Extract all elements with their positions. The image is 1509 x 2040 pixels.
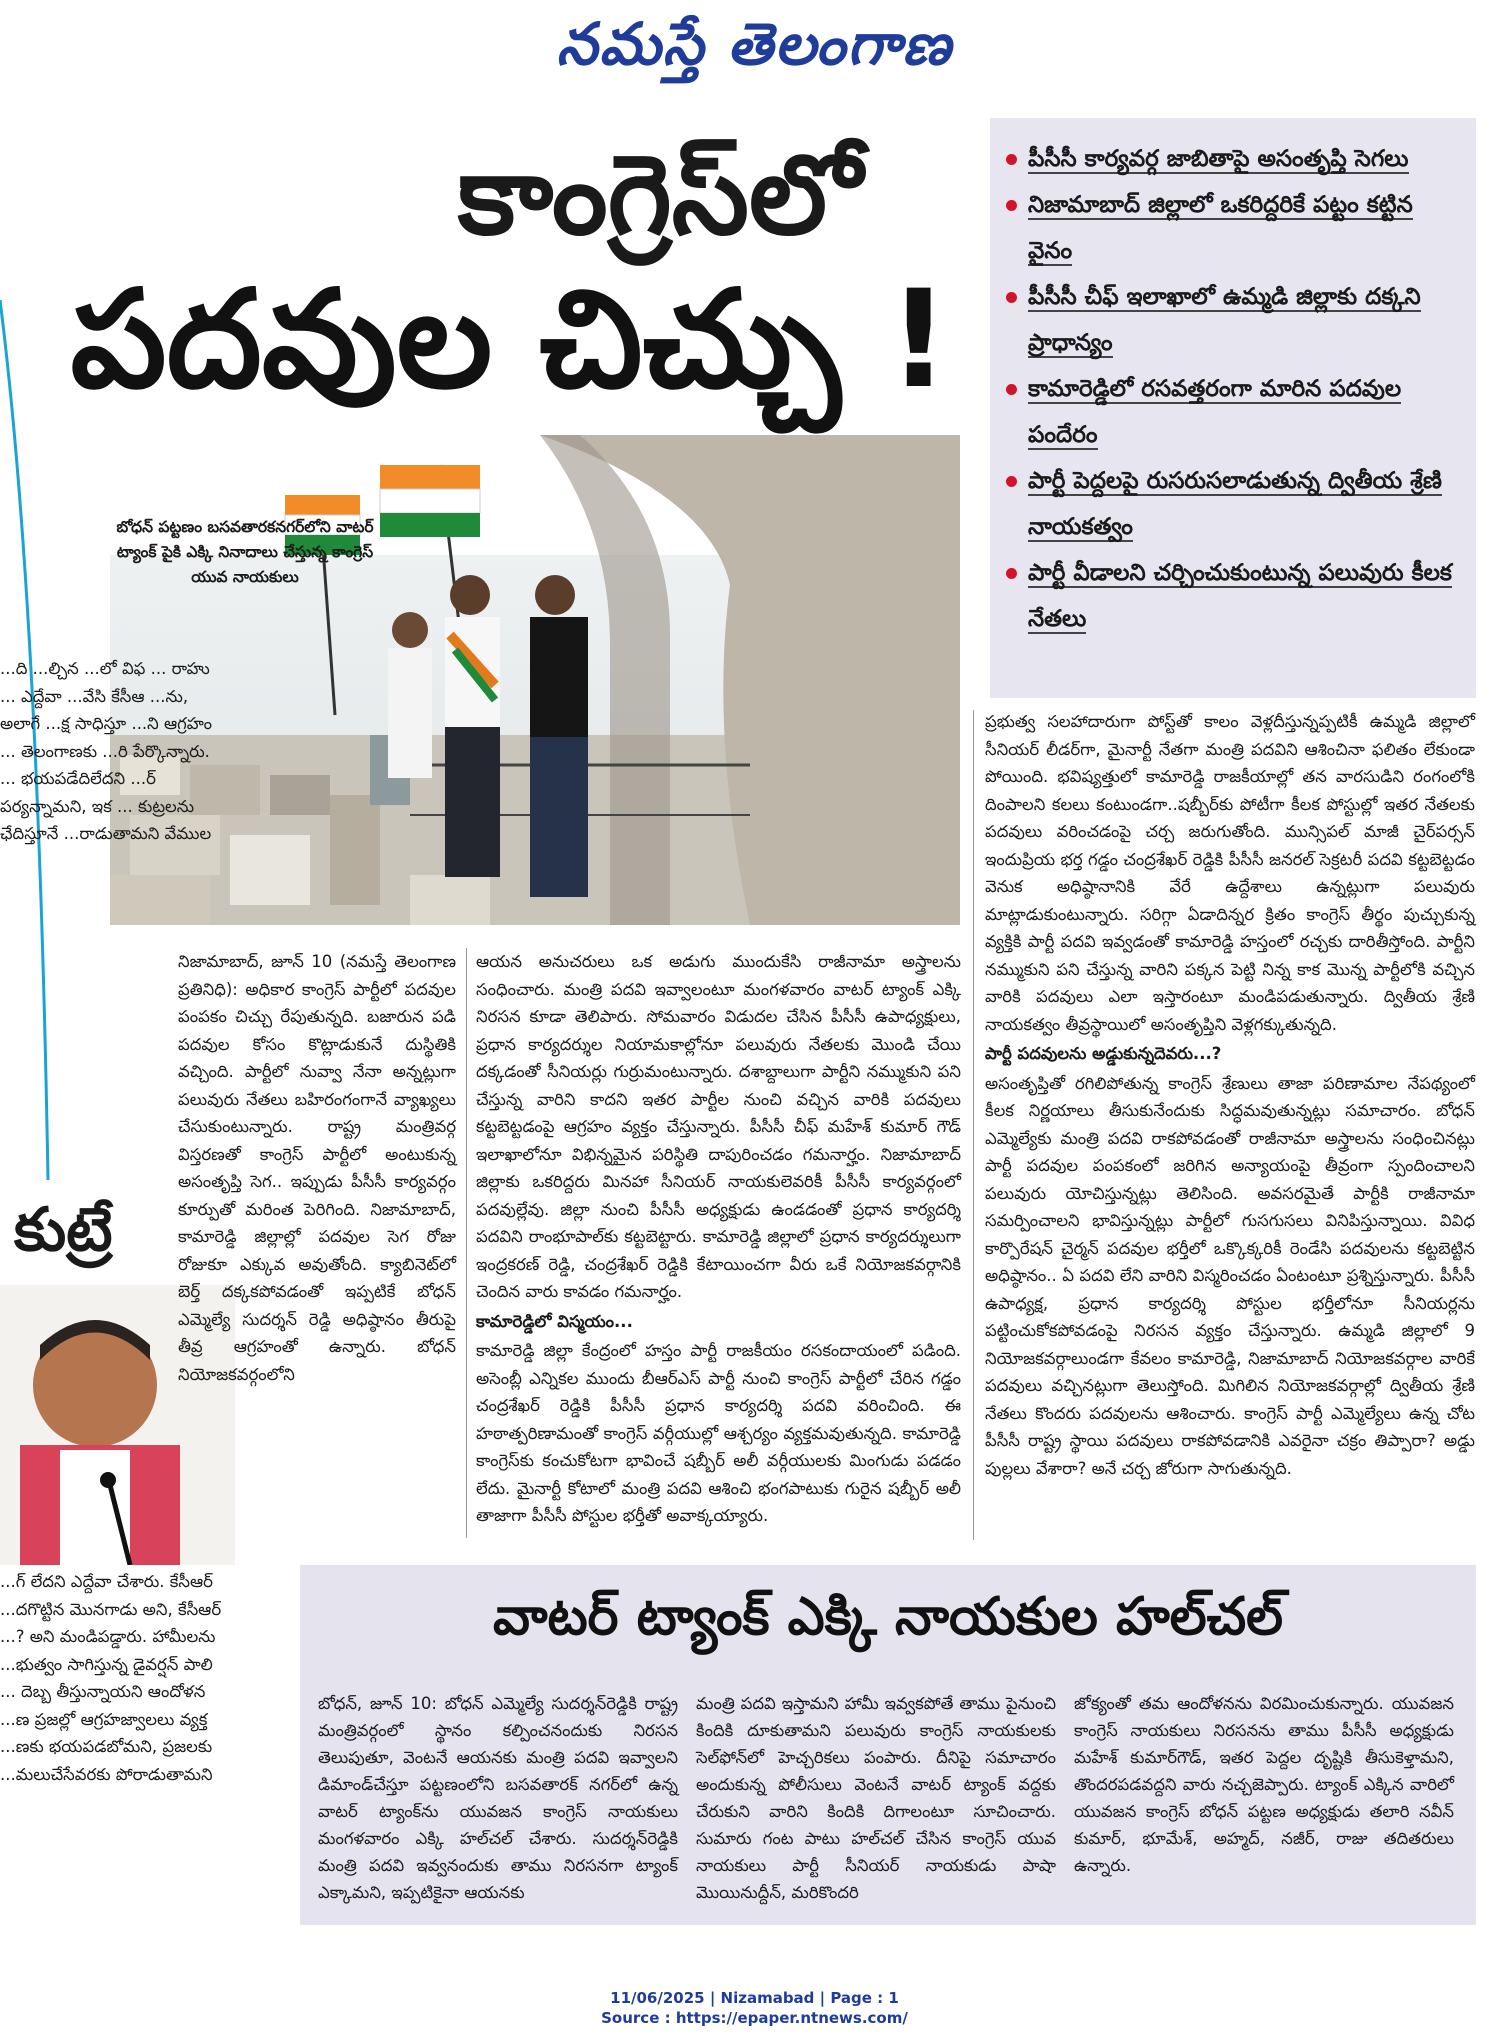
highlight-text: కామారెడ్డిలో రసవత్తరంగా మారిన పదవుల పందేరం xyxy=(1028,376,1402,448)
headline-line-1: కాంగ్రెస్‌లో xyxy=(457,131,863,259)
highlight-item xyxy=(1002,274,1464,366)
highlights-list xyxy=(990,118,1476,642)
article-paragraph: ప్రభుత్వ సలహాదారుగా పోస్ట్‌తో కాలం వెళ్లదీస్తున్నప్పటికీ ఉమ్మడి జిల్లాలో సీనియర్ లీడర్‌గా, మైనార్టీ నేతగా మంత్రి పదవిని ఆశించినా ఫలితం లేకుండా పోయింది. భవిష్యత్తులో కామారెడ్డి రాజకీయాల్లో తన వారసుడిని రంగంలోకి దింపాలని కలలు కంటుండగా..షబ్బీర్‌కు పోటీగా కీలక పోస్టుల్లో ఇతర నేతలకు పదవులు వరించడంపై చర్చ జరుగుతోంది. మున్సిపల్ మాజీ చైర్‌పర్సన్ ఇందుప్రియ భర్త గడ్డం చంద్రశేఖర్ రెడ్డికి పీసీసీ జనరల్ సెక్రటరీ పదవి కట్టబెట్టడం వెనుక అధిష్ఠానానికి వేరే ఉద్దేశాలు ఉన్నట్లుగా పలువురు మాట్లాడుకుంటున్నారు. సరిగ్గా ఏడాదిన్నర క్రితం కాంగ్రెస్ తీర్థం పుచ్చుకున్న వ్యక్తికి పార్టీ పదవి ఇవ్వడంతో కామారెడ్డి హస్తంలో రచ్చకు దారితీస్తోంది. పార్టీని నమ్ముకుని పని చేస్తున్న వారిని పక్కన పెట్టి నిన్న కాక మొన్న పార్టీలోకి వచ్చిన వారికి పదవులు ఎలా ఇస్తారంటూ మండిపడుతున్నారు. ద్వితీయ శ్రేణి నాయకత్వం తీవ్రస్థాయిలో అసంతృప్తిని వెళ్లగక్కుతున్నది. xyxy=(985,712,1475,1034)
highlight-item xyxy=(1002,458,1464,550)
highlight-item xyxy=(1002,136,1464,182)
highlight-text: పార్టీ వీడాలని చర్చించుకుంటున్న పలువురు కీలక నేతలు xyxy=(1028,560,1452,632)
page-footer xyxy=(0,1988,1509,2028)
highlight-text: పీసీసీ కార్యవర్గ జాబితాపై అసంతృప్తి సెగలు xyxy=(1028,146,1409,172)
footer-edition-line: 11/06/2025 | Nizamabad | Page : 1 xyxy=(610,1989,899,2007)
highlight-text: పీసీసీ చీఫ్ ఇలాఖాలో ఉమ్మడి జిల్లాకు దక్కని ప్రాధాన్యం xyxy=(1028,284,1421,356)
news-photo xyxy=(110,435,960,925)
highlight-text: పార్టీ పెద్దలపై రుసరుసలాడుతున్న ద్వితీయ శ్రేణి నాయకత్వం xyxy=(1028,468,1442,540)
subheading-kamareddy: కామారెడ్డిలో విస్మయం... xyxy=(476,1311,633,1331)
headline-line-2: పదవుల చిచ్చు ! xyxy=(70,261,950,418)
column-divider xyxy=(466,948,467,1538)
subheading-who-blocked: పార్టీ పదవులను అడ్డుకున్నదెవరు...? xyxy=(985,1044,1222,1063)
article-column-2 xyxy=(476,948,961,1530)
left-strip-text: ...ది ...ల్చిన ...లో విఫ ... రాహు ... ఎద్దేవా ...వేసి కేసీఆ ...ను, అలాగే ...క్ష సాధిస్తూ ...ని ఆగ్రహం ... తెలంగాణకు ...రి పేర్కొన్నారు. ... భయపడేదిలేదని ...ర్ పర్యన్నామని, ఇక ... కుట్రలను ఛేదిస్తూనే ...రాడుతామని వేముల xyxy=(0,659,213,843)
column-divider xyxy=(973,710,974,1540)
tank-story-title: వాటర్ ట్యాంక్ ఎక్కి నాయకుల హల్‌చల్ xyxy=(492,1587,1283,1647)
highlight-item xyxy=(1002,550,1464,642)
left-strip-heading: కుట్రే xyxy=(14,1195,113,1265)
article-paragraph: నిజామాబాద్, జూన్ 10 (నమస్తే తెలంగాణ ప్రతినిధి): అధికార కాంగ్రెస్ పార్టీలో పదవుల పంపకం చిచ్చు రేపుతున్నది. బజారున పడి పదవుల కోసం కొట్లాడుకునే దుస్థితికి వచ్చింది. పార్టీలో నువ్వా నేనా అన్నట్లుగా పలువురు నేతలు బహిరంగంగానే వ్యాఖ్యలు చేసుకుంటున్నారు. రాష్ట్ర మంత్రివర్గ విస్తరణతో కాంగ్రెస్ పార్టీలో అంటుకున్న అసంతృప్తి సెగ.. ఇప్పుడు పీసీసీ కార్యవర్గం కూర్పుతో మరింత పెరిగింది. నిజామాబాద్, కామారెడ్డి జిల్లాల్లో పదవుల సెగ రోజు రోజుకూ ఎక్కువ అవుతోంది. క్యాబినెట్‌లో బెర్త్ దక్కకపోవడంతో ఇప్పటికే బోధన్ ఎమ్మెల్యే సుదర్శన్ రెడ్డి అధిష్ఠానం తీరుపై తీవ్ర ఆగ్రహంతో ఉన్నారు. బోధన్ నియోజకవర్గంలోని xyxy=(178,952,456,1384)
photo-caption: బోధన్ పట్టణం బసవతారకనగర్‌లోని వాటర్ ట్యాంక్ పైకి ఎక్కి నినాదాలు చేస్తున్న కాంగ్రెస్ యువ నాయకులు xyxy=(116,518,374,586)
tank-story-column-1: బోధన్, జూన్ 10: బోధన్ ఎమ్మెల్యే సుదర్శన్‌రెడ్డికి రాష్ట్ర మంత్రివర్గంలో స్థానం కల్పించనందుకు నిరసన తెలుపుతూ, వెంటనే ఆయనకు మంత్రి పదవి ఇవ్వాలని డిమాండ్‌చేస్తూ పట్టణంలోని బసవతారక్ నగర్‌లో ఉన్న వాటర్ ట్యాంక్‌ను యువజన కాంగ్రెస్ నాయకులు మంగళవారం ఎక్కి హల్‌చల్ చేశారు. సుదర్శన్‌రెడ్డికి మంత్రి పదవి ఇవ్వనందుకు తాము నిరసనగా ట్యాంక్ ఎక్కామని, ఇప్పటికైనా ఆయనకు xyxy=(318,1694,678,1902)
highlight-item xyxy=(1002,366,1464,458)
article-paragraph: కామారెడ్డి జిల్లా కేంద్రంలో హస్తం పార్టీ రాజకీయం రసకందాయంలో పడింది. అసెంబ్లీ ఎన్నికల ముందు బీఆర్ఎస్ పార్టీ నుంచి కాంగ్రెస్ పార్టీలో చేరిన గడ్డం చంద్రశేఖర్ రెడ్డికి పీసీసీ ప్రధాన కార్యదర్శి పదవి వరించింది. ఈ హఠాత్పరిణామంతో కాంగ్రెస్ వర్గీయుల్లో ఆశ్చర్యం వ్యక్తమవుతున్నది. కామారెడ్డి కాంగ్రెస్‌కు కంచుకోటగా భావించే షబ్బీర్ అలీ వర్గీయులకు మింగుడు పడడం లేదు. మైనార్టీ కోటాలో మంత్రి పదవి ఆశించి భంగపాటుకు గురైన షబ్బీర్ అలీ తాజాగా పీసీసీ పోస్టుల భర్తీతో అవాక్కయ్యారు. xyxy=(476,1341,961,1525)
tank-story-column-2: మంత్రి పదవి ఇస్తామని హామీ ఇవ్వకపోతే తాము పైనుంచి కిందికి దూకుతామని పలువురు కాంగ్రెస్ నాయకులకు సెల్‌ఫోన్‌లో హెచ్చరికలు పంపారు. దీనిపై సమాచారం అందుకున్న పోలీసులు వెంటనే వాటర్ ట్యాంక్ వద్దకు చేరుకుని వారిని కిందికి దిగాలంటూ సూచించారు. సుమారు గంట పాటు హల్‌చల్ చేసిన కాంగ్రెస్ యువ నాయకులు పార్టీ సీనియర్ నాయకుడు పాషా మొయినుద్దీన్, మరికొందరి xyxy=(696,1694,1056,1902)
tank-story-column-3: జోక్యంతో తమ ఆందోళనను విరమించుకున్నారు. యువజన కాంగ్రెస్ నాయకులు నిరసనను తాము పీసీసీ అధ్యక్షుడు మహేశ్ కుమార్‌గౌడ్, ఇతర పెద్దల దృష్టికి తీసుకెళ్తామని, తొందరపడవద్దని వారు నచ్చజెప్పారు. ట్యాంక్ ఎక్కిన వారిలో యువజన కాంగ్రెస్ బోధన్ పట్టణ అధ్యక్షుడు తలారి నవీన్ కుమార్, భూమేశ్, అహ్మద్, నజీర్, రాజు తదితరులు ఉన్నారు. xyxy=(1074,1694,1454,1875)
article-column-3 xyxy=(985,708,1475,1482)
footer-source-link[interactable]: Source : https://epaper.ntnews.com/ xyxy=(601,2009,908,2027)
highlight-item xyxy=(1002,182,1464,274)
article-paragraph: అసంతృప్తితో రగిలిపోతున్న కాంగ్రెస్ శ్రేణులు తాజా పరిణామాల నేపథ్యంలో కీలక నిర్ణయాలు తీసుకునేందుకు సిద్ధమవుతున్నట్లు సమాచారం. బోధన్ ఎమ్మెల్యేకు మంత్రి పదవి రాకపోవడంతో రాజీనామా అస్త్రాలను సంధించినట్లు పార్టీ పదవుల పంపకంలో జరిగిన అన్యాయంపై తీవ్రంగా స్పందించాలని పలువురు యోచిస్తున్నట్లు తెలిసింది. అవసరమైతే పార్టీకి రాజీనామా సమర్పించాలని భావిస్తున్నట్లు పార్టీలో గుసగుసలు వినిపిస్తున్నాయి. వివిధ కార్పొరేషన్ చైర్మన్ పదవుల భర్తీలో ఒక్కొక్కరికీ రెండేసి పదవులను కట్టబెట్టిన అధిష్ఠానం.. ఏ పదవి లేని వారిని విస్మరించడం ఏంటంటూ ప్రశ్నిస్తున్నారు. పీసీసీ ఉపాధ్యక్ష, ప్రధాన కార్యదర్శి పోస్టుల భర్తీలోనూ సీనియర్లను పట్టించుకోకపోవడంపై నిరసన వ్యక్తం చేస్తున్నారు. ఉమ్మడి జిల్లాలో 9 నియోజకవర్గాలుండగా కేవలం కామారెడ్డి, నిజామాబాద్ నియోజకవర్గాల వారికే పదవులు వచ్చినట్లుగా తెలుస్తోంది. మిగిలిన నియోజకవర్గాల్లో ద్వితీయ శ్రేణి నేతలు కొందరు పదవులను ఆశించారు. కాంగ్రెస్ పార్టీ ఎమ్మెల్యేలు ఉన్న చోట పీసీసీ రాష్ట్ర స్థాయి పదవులు రాకపోవడానికి ఎవరైనా చక్రం తిప్పారా? అడ్డు పుల్లలు వేశారా? అనే చర్చ జోరుగా సాగుతున్నది. xyxy=(985,1073,1475,1478)
masthead-title: నమస్తే తెలంగాణ xyxy=(556,10,953,78)
masthead xyxy=(0,0,1509,88)
highlights-box xyxy=(990,118,1476,698)
water-tank-photo xyxy=(110,435,960,925)
highlight-text: నిజామాబాద్ జిల్లాలో ఒకరిద్దరికే పట్టం కట్టిన వైనం xyxy=(1028,192,1413,264)
left-strip-text-bottom: ...గ్ లేదని ఎద్దేవా చేశారు. కేసీఆర్ ...దగొట్టిన మొనగాడు అని, కేసీఆర్ ...? అని మండిపడ్డారు. హామీలను ...భుత్వం సాగిస్తున్న డైవర్షన్ పాలి ... దెబ్బ తీస్తున్నాయని ఆందోళన ...ణ ప్రజల్లో ఆగ్రహజ్వాలలు వ్యక్త ...ణకు భయపడబోమని, ప్రజలకు ...మలుచేసేవరకు పోరాడుతామని xyxy=(0,1572,222,1784)
article-column-1 xyxy=(178,948,456,1388)
article-paragraph: ఆయన అనుచరులు ఒక అడుగు ముందుకేసి రాజీనామా అస్త్రాలను సంధించారు. మంత్రి పదవి ఇవ్వాలంటూ మంగళవారం వాటర్ ట్యాంక్ ఎక్కి నిరసన కూడా తెలిపారు. సోమవారం విడుదల చేసిన పీసీసీ ఉపాధ్యక్షులు, ప్రధాన కార్యదర్శుల నియామకాల్లోనూ పలువురు నేతలకు మొండి చేయి దక్కడంతో సీనియర్లు గుర్రుమంటున్నారు. దశాబ్దాలుగా పార్టీని నమ్ముకుని పని చేస్తున్న వారిని కాదని ఇతర పార్టీల నుంచి వచ్చిన వారికి పదవులు కట్టబెట్టడంపై ఆగ్రహం వ్యక్తం చేస్తున్నారు. పీసీసీ చీఫ్ మహేశ్ కుమార్ గౌడ్ ఇలాఖాలోనూ విభిన్నమైన పరిస్థితి దాపురించడం గమనార్హం. నిజామాబాద్ జిల్లాకు ఒకరిద్దరు మినహా సీనియర్ నాయకులెవరికీ పీసీసీ కార్యవర్గంలో పదవుల్లేవు. జిల్లా నుంచి పీసీసీ అధ్యక్షుడు ఉండడంతో ప్రధాన కార్యదర్శి పదవిని రాంభూపాల్‌కు కట్టబెట్టారు. కామారెడ్డి జిల్లాలో ప్రధాన కార్యదర్శులుగా ఇంద్రకరణ్ రెడ్డి, చంద్రశేఖర్ రెడ్డికి కేటాయించగా వీరు ఒకే నియోజకవర్గానికి చెందిన వారు కావడం గమనార్హం. xyxy=(476,952,961,1301)
